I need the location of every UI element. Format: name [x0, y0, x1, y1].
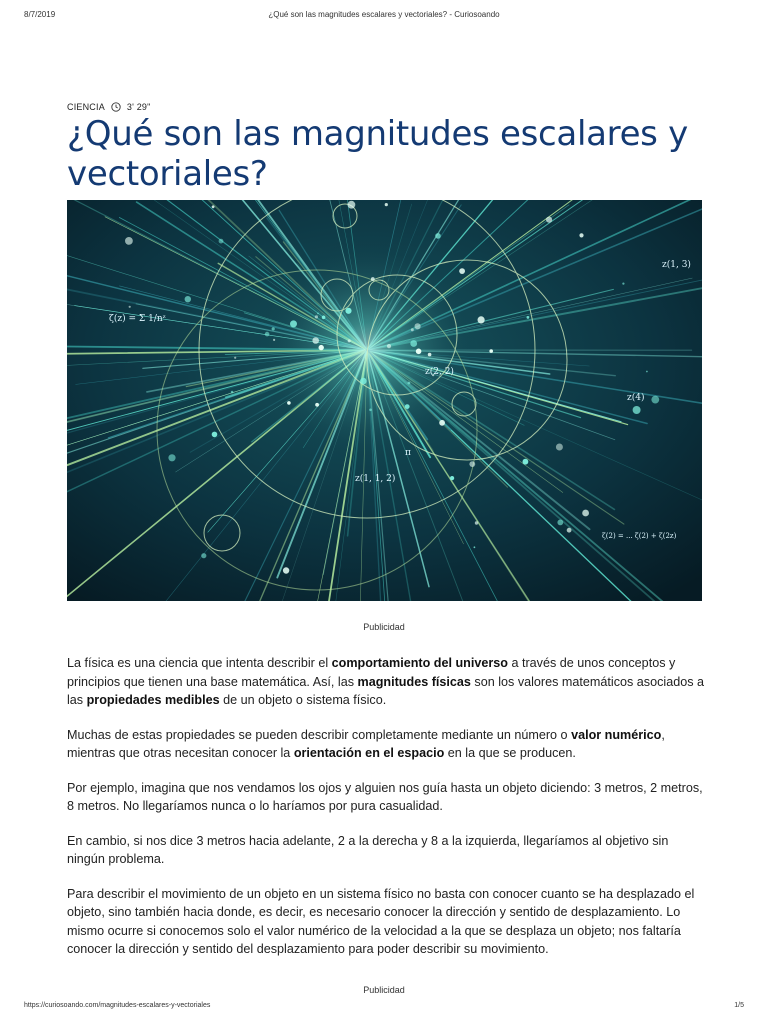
emphasis: valor numérico: [571, 727, 662, 742]
formula-z4: z(4): [627, 393, 645, 403]
light-particle: [582, 510, 589, 517]
ad-label: Publicidad: [363, 985, 405, 995]
light-particle: [415, 323, 421, 329]
light-particle: [290, 320, 297, 327]
text: Muchas de estas propiedades se pueden describir completamente mediante un número o: [67, 727, 572, 742]
text: son los valores matemáticos asociados a las: [67, 674, 705, 707]
light-particle: [201, 553, 206, 558]
light-particle: [439, 420, 445, 426]
light-particle: [322, 316, 326, 320]
light-particle: [348, 339, 351, 342]
emphasis: orientación en el espacio: [293, 746, 445, 760]
light-particle: [556, 444, 563, 451]
formula-z22: z(2, 2): [425, 367, 454, 377]
emphasis: propiedades medibles: [86, 693, 220, 707]
light-particle: [411, 328, 414, 331]
print-header: [24, 10, 744, 24]
paragraph-1: [67, 654, 707, 710]
light-particle: [622, 283, 624, 285]
light-particle: [125, 237, 133, 245]
light-particle: [450, 476, 454, 480]
formula-z112: z(1, 1, 2): [355, 474, 396, 484]
light-particle: [633, 406, 641, 414]
page-title: ¿Qué son las magnitudes escalares y vectoriales?: [67, 114, 688, 194]
light-particle: [315, 315, 318, 318]
light-particle: [546, 217, 552, 223]
light-particle: [283, 567, 289, 573]
light-particle: [317, 313, 319, 315]
light-particle: [219, 239, 224, 244]
formula-z13: z(1, 3): [662, 260, 691, 270]
light-particle: [312, 337, 319, 344]
light-particle: [319, 345, 324, 350]
read-time: 3' 29": [126, 102, 151, 112]
page-number: 1/5: [734, 1002, 744, 1009]
light-particle: [579, 233, 583, 237]
light-particle: [287, 401, 291, 405]
light-particle: [527, 316, 530, 319]
light-particle: [435, 233, 441, 239]
light-particle: [567, 528, 572, 533]
light-particle: [129, 306, 131, 308]
text: a través de unos conceptos y principios que tienen una base matemática. Así, las: [67, 656, 676, 689]
light-particle: [416, 349, 422, 355]
light-particle: [523, 459, 529, 465]
article-body: [67, 654, 707, 975]
formula-zeta-sum: ζ(z) = Σ 1/nᶻ: [109, 314, 166, 324]
text: , mientras que otras necesitan conocer la: [67, 727, 665, 760]
light-particle: [474, 546, 476, 548]
light-particle: [651, 396, 659, 404]
print-title: ¿Qué son las magnitudes escalares y vectoriales? - Curiosoando: [268, 10, 500, 19]
formula-bottom: ζ(2) = ... ζ(2) + ζ(2z): [602, 532, 677, 540]
ad-label: Publicidad: [363, 622, 405, 632]
light-particle: [273, 339, 275, 341]
light-particle: [371, 277, 375, 281]
article-meta: [67, 102, 151, 112]
light-particle: [272, 327, 275, 330]
category-link[interactable]: CIENCIA: [67, 102, 105, 112]
text: La física es una ciencia que intenta describir el: [67, 656, 332, 670]
light-particle: [557, 520, 563, 526]
light-particle: [369, 409, 372, 412]
emphasis: magnitudes físicas: [357, 674, 471, 689]
text: de un objeto o sistema físico.: [219, 693, 387, 707]
light-particle: [405, 404, 410, 409]
light-particle: [315, 403, 319, 407]
paragraph-3: Por ejemplo, imagina que nos vendamos los ojos y alguien nos guía hasta un objeto diciendo: 3 metros, 2 metros, 8 metros. No llegaríamos nunca o lo haríamos por pura casualidad.: [67, 780, 703, 813]
text: en la que se producen.: [444, 746, 576, 760]
light-particle: [168, 454, 175, 461]
light-particle: [212, 205, 215, 208]
light-particle: [469, 461, 475, 467]
light-particle: [348, 201, 356, 209]
print-url[interactable]: https://curiosoando.com/magnitudes-escalares-y-vectoriales: [24, 1002, 211, 1009]
print-date: 8/7/2019: [24, 10, 56, 19]
formula-pi: π: [405, 448, 411, 458]
paragraph-5: Para describir el movimiento de un objeto en un sistema físico no basta con conocer cuanto se ha desplazado el objeto, sino también hacia donde, es decir, es necesario conocer la dirección y sentido de desplazamiento. Lo mismo ocurre si conocemos solo el valor numérico de la velocidad a la que se desplaza un objeto; nos faltaría conocer la dirección y sentido del desplazamiento para poder describir su movimiento.: [67, 886, 695, 956]
light-particle: [385, 203, 388, 206]
paragraph-2: [67, 726, 707, 763]
clock-icon: [111, 102, 121, 112]
light-particle: [234, 357, 236, 359]
light-particle: [360, 378, 367, 385]
paragraph-4: En cambio, si nos dice 3 metros hacia adelante, 2 a la derecha y 8 a la izquierda, llegaríamos al objetivo sin ningún problema.: [67, 833, 669, 866]
light-particle: [185, 296, 191, 302]
light-particle: [212, 432, 218, 438]
light-particle: [408, 382, 411, 385]
light-particle: [265, 332, 270, 337]
light-particle: [459, 268, 465, 274]
light-particle: [345, 308, 351, 314]
emphasis: comportamiento del universo: [331, 656, 508, 670]
light-particle: [231, 391, 234, 394]
light-particle: [646, 371, 648, 373]
light-particle: [478, 316, 485, 323]
hero-illustration: [67, 200, 702, 601]
hero-image: [67, 200, 702, 601]
print-footer: [24, 1002, 744, 1014]
light-particle: [489, 349, 493, 353]
light-particle: [428, 353, 432, 357]
light-particle: [387, 344, 391, 348]
light-particle: [475, 521, 478, 524]
light-particle: [410, 340, 417, 347]
